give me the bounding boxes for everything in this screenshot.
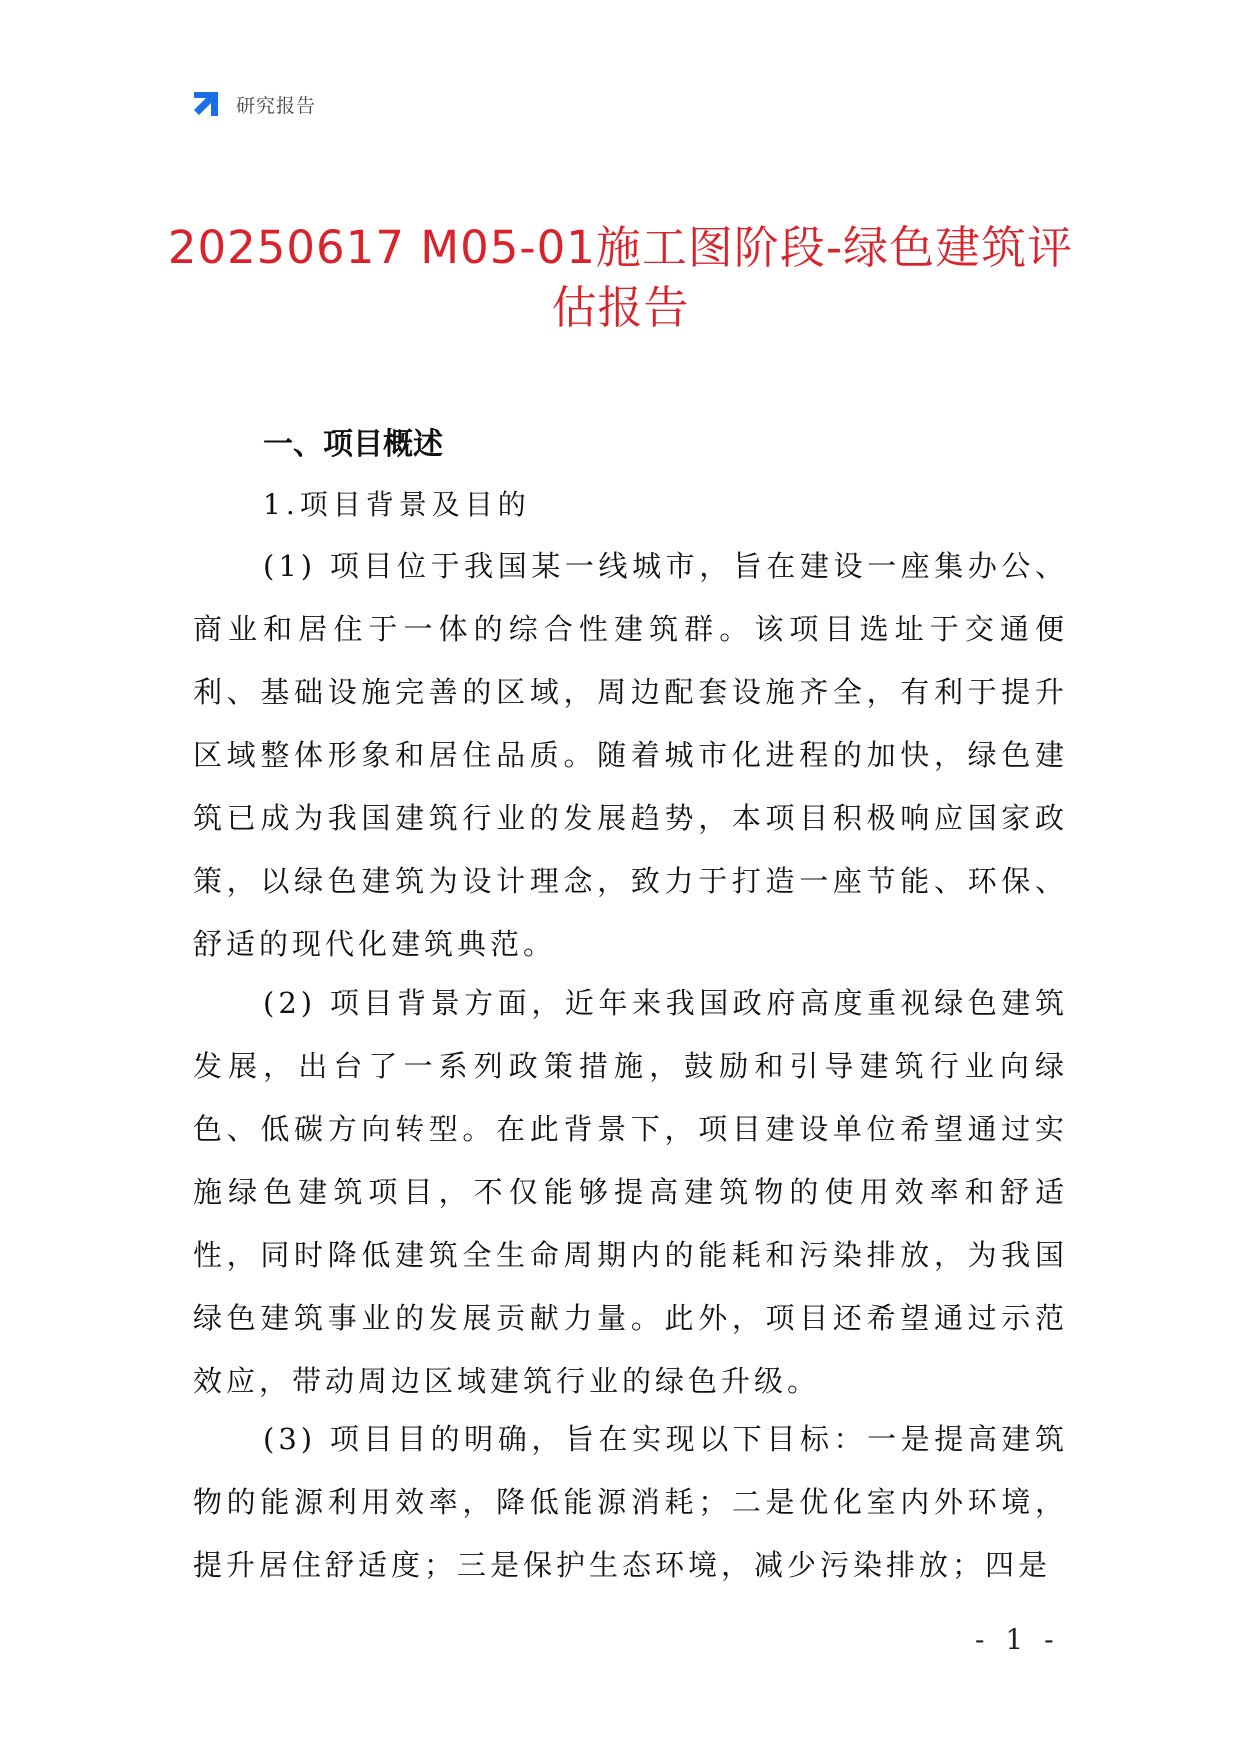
header-label: 研究报告 [236,94,317,117]
paragraph-2: (2) 项目背景方面，近年来我国政府高度重视绿色建筑发展，出台了一系列政策措施，鼓励和引导建筑行业向绿色、低碳方向转型。在此背景下，项目建设单位希望通过实施绿色建筑项目，不仅能够提高建筑物的使用效率和舒适性，同时降低建筑全生命周期内的能耗和污染排放，为我国绿色建筑事业的发展贡献力量。此外，项目还希望通过示范效应，带动周边区域建筑行业的绿色升级。 [193,986,1068,1398]
arrow-up-right-icon [190,88,222,120]
title-line-1: 20250617 M05-01施工图阶段-绿色建筑评 [167,221,1074,274]
paragraph-3: (3) 项目目的明确，旨在实现以下目标：一是提高建筑物的能源利用效率，降低能源消耗；二是优化室内外环境，提升居住舒适度；三是保护生态环境，减少污染排放；四是 [193,1422,1068,1582]
sub-heading: 1.项目背景及目的 [263,488,531,521]
document-title [150,218,1091,338]
title-line-2: 估报告 [551,281,690,334]
section-heading: 一、项目概述 [263,427,443,462]
report-header [190,86,316,122]
paragraph-1: (1) 项目位于我国某一线城市，旨在建设一座集办公、商业和居住于一体的综合性建筑群。该项目选址于交通便利、基础设施完善的区域，周边配套设施齐全，有利于提升区域整体形象和居住品质。随着城市化进程的加快，绿色建筑已成为我国建筑行业的发展趋势，本项目积极响应国家政策，以绿色建筑为设计理念，致力于打造一座节能、环保、舒适的现代化建筑典范。 [193,549,1068,961]
page-number: - 1 - [975,1623,1060,1656]
